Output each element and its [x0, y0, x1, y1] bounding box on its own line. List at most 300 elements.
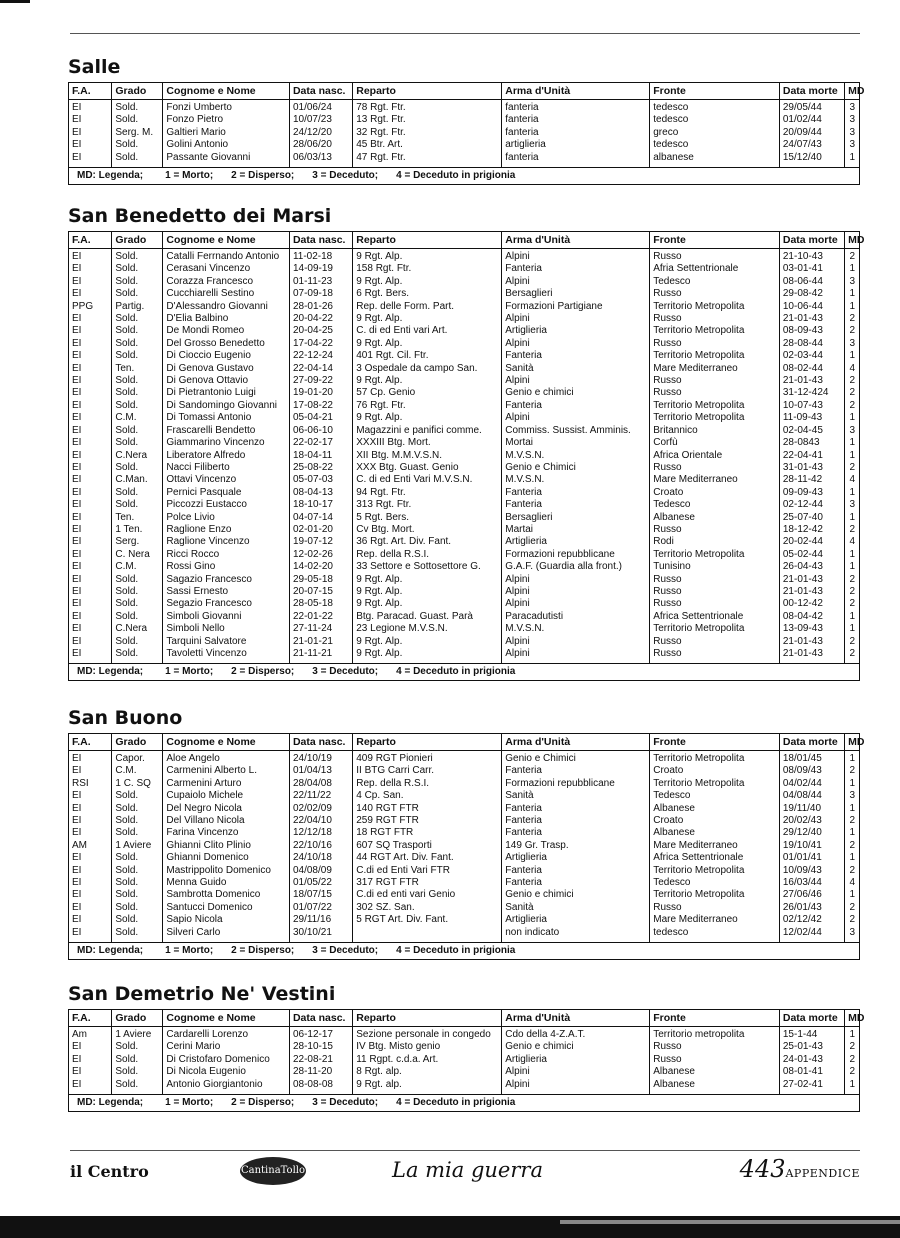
- cell-arma: M.V.S.N.: [502, 474, 650, 486]
- cell-arma: Alpini: [502, 636, 650, 648]
- cell-grado: Sold.: [112, 313, 163, 325]
- cell-md: 3: [849, 275, 855, 287]
- table-row: [69, 400, 859, 412]
- cell-nome: Polce Livio: [163, 512, 290, 524]
- cell-md: 1: [849, 777, 855, 789]
- cell-md: 1: [849, 623, 855, 635]
- table-box: [68, 1009, 865, 1112]
- cell-fa: EI: [69, 276, 112, 288]
- cell-arma: M.V.S.N.: [502, 623, 650, 635]
- footer-title: La mia guerra: [392, 1158, 543, 1182]
- cell-fronte: tedesco: [650, 114, 780, 126]
- cell-fronte: Tedesco: [650, 276, 780, 288]
- casualty-table: [69, 232, 865, 663]
- cell-fronte: Territorio Metropolita: [650, 301, 780, 313]
- cell-md: 3: [849, 102, 855, 113]
- cell-md: 3: [849, 139, 855, 151]
- cell-fa: EI: [69, 877, 112, 889]
- cell-reparto: 57 Cp. Genio: [353, 387, 502, 399]
- corner-mark: [0, 0, 30, 13]
- cell-data-morte: 08-09-43: [779, 325, 844, 337]
- cell-arma: G.A.F. (Guardia alla front.): [502, 561, 650, 573]
- cell-grado: Sold.: [112, 636, 163, 648]
- cell-reparto: 9 Rgt. Alp.: [353, 249, 502, 264]
- cell-nome: Di Sandomingo Giovanni: [163, 400, 290, 412]
- cell-arma: Alpini: [502, 586, 650, 598]
- cell-reparto: 9 Rgt. Alp.: [353, 412, 502, 424]
- table-row: [69, 611, 859, 623]
- cell-nome: Golini Antonio: [163, 139, 290, 151]
- cell-arma: Fanteria: [502, 499, 650, 511]
- table-row: [69, 437, 859, 449]
- column-header-arma: Arma d'Unità: [502, 83, 650, 100]
- column-header-fronte: Fronte: [650, 1010, 780, 1027]
- cell-fronte: Tunisino: [650, 561, 780, 573]
- cell-arma: Alpini: [502, 1066, 650, 1078]
- cell-data-morte: 03-01-41: [779, 263, 844, 275]
- cell-data-morte: 04/02/44: [779, 778, 844, 790]
- cell-arma: Genio e Chimici: [502, 462, 650, 474]
- cell-data-morte: 28-0843: [779, 437, 844, 449]
- cell-data-morte: 27/06/46: [779, 889, 844, 901]
- cell-grado: Sold.: [112, 350, 163, 362]
- cell-fa: EI: [69, 1066, 112, 1078]
- footer-rule: [70, 1150, 860, 1151]
- cell-data-morte: 08-06-44: [779, 276, 844, 288]
- column-header-nome: Cognome e Nome: [163, 734, 290, 751]
- cell-reparto: 9 Rgt. Alp.: [353, 338, 502, 350]
- table-row: [69, 375, 859, 387]
- cell-fronte: Corfù: [650, 437, 780, 449]
- cell-data-morte: 24-01-43: [779, 1054, 844, 1066]
- cell-reparto: 36 Rgt. Art. Div. Fant.: [353, 536, 502, 548]
- section-san-buono: [68, 707, 865, 960]
- column-header-fa: F.A.: [69, 83, 112, 100]
- cell-nome: Di Cristofaro Domenico: [163, 1054, 290, 1066]
- cell-data-morte: 31-01-43: [779, 462, 844, 474]
- cell-fa: EI: [69, 574, 112, 586]
- cell-arma: Artiglieria: [502, 1054, 650, 1066]
- cell-reparto: 313 Rgt. Ftr.: [353, 499, 502, 511]
- cell-data-nasc: 12-02-26: [289, 549, 352, 561]
- cell-fa: EI: [69, 914, 112, 926]
- cell-grado: Sold.: [112, 1054, 163, 1066]
- cell-fa: EI: [69, 902, 112, 914]
- cell-nome: Corazza Francesco: [163, 276, 290, 288]
- cell-reparto: Sezione personale in congedo: [353, 1027, 502, 1042]
- cell-reparto: 33 Settore e Sottosettore G.: [353, 561, 502, 573]
- cell-md: 1: [849, 288, 855, 300]
- table-row: [69, 815, 859, 827]
- cell-reparto: 23 Legione M.V.S.N.: [353, 623, 502, 635]
- cell-arma: Fanteria: [502, 827, 650, 839]
- cell-data-nasc: 20-04-22: [289, 313, 352, 325]
- cell-arma: Alpini: [502, 1079, 650, 1094]
- cell-reparto: 45 Btr. Art.: [353, 139, 502, 151]
- table-row: [69, 902, 859, 914]
- table-row: [69, 927, 859, 942]
- column-header-data-morte: Data morte: [779, 232, 844, 249]
- cell-grado: Sold.: [112, 790, 163, 802]
- cell-arma: Mortai: [502, 437, 650, 449]
- section-title: San Buono: [68, 707, 183, 729]
- table-row: [69, 574, 859, 586]
- cell-arma: Martai: [502, 524, 650, 536]
- table-row: [69, 536, 859, 548]
- cell-arma: Alpini: [502, 313, 650, 325]
- cell-grado: Sold.: [112, 1079, 163, 1094]
- cell-fa: EI: [69, 313, 112, 325]
- cell-fa: RSI: [69, 778, 112, 790]
- cell-data-morte: 27-02-41: [779, 1079, 844, 1094]
- column-header-reparto: Reparto: [353, 83, 502, 100]
- cell-grado: 1 Aviere: [112, 840, 163, 852]
- cell-data-morte: 02-12-44: [779, 499, 844, 511]
- table-row: [69, 363, 859, 375]
- cell-fronte: Russo: [650, 598, 780, 610]
- cell-fronte: Territorio Metropolita: [650, 751, 780, 766]
- cell-md: 1: [849, 437, 855, 449]
- cell-md: 3: [849, 790, 855, 802]
- column-header-data-morte: Data morte: [779, 1010, 844, 1027]
- cell-data-nasc: 17-04-22: [289, 338, 352, 350]
- cell-arma: fanteria: [502, 152, 650, 167]
- casualty-table: [69, 83, 865, 167]
- cell-md: 1: [849, 852, 855, 864]
- column-header-fronte: Fronte: [650, 232, 780, 249]
- cell-arma: 149 Gr. Trasp.: [502, 840, 650, 852]
- cell-md: 2: [849, 313, 855, 325]
- cell-fa: EI: [69, 865, 112, 877]
- cell-md: 1: [849, 151, 855, 163]
- cell-md: 2: [849, 598, 855, 610]
- cell-reparto: C.di ed enti vari Genio: [353, 889, 502, 901]
- cell-arma: Alpini: [502, 598, 650, 610]
- cell-data-nasc: 06-12-17: [289, 1027, 352, 1042]
- cell-md: 1: [849, 561, 855, 573]
- cell-fronte: Mare Mediterraneo: [650, 840, 780, 852]
- cell-fronte: Russo: [650, 313, 780, 325]
- cell-fronte: Russo: [650, 524, 780, 536]
- cell-fronte: Russo: [650, 375, 780, 387]
- cell-fronte: Russo: [650, 648, 780, 663]
- cell-fronte: Russo: [650, 636, 780, 648]
- cell-fa: EI: [69, 249, 112, 264]
- cell-md: 1: [849, 300, 855, 312]
- table-row: [69, 474, 859, 486]
- legend: [69, 942, 859, 959]
- cell-nome: Silveri Carlo: [163, 927, 290, 942]
- cell-fa: EI: [69, 598, 112, 610]
- cell-fronte: Croato: [650, 487, 780, 499]
- cell-fronte: Russo: [650, 338, 780, 350]
- cell-arma: Fanteria: [502, 815, 650, 827]
- cell-data-nasc: 24/12/20: [289, 127, 352, 139]
- table-row: [69, 152, 859, 167]
- cell-arma: Formazioni repubblicane: [502, 549, 650, 561]
- cell-md: 2: [849, 815, 855, 827]
- cell-fa: EI: [69, 152, 112, 167]
- cell-grado: Sold.: [112, 877, 163, 889]
- cell-md: 2: [849, 1041, 855, 1053]
- cell-reparto: 140 RGT FTR: [353, 803, 502, 815]
- cell-arma: fanteria: [502, 100, 650, 115]
- cell-fa: EI: [69, 350, 112, 362]
- cell-reparto: [353, 927, 502, 942]
- cell-grado: Sold.: [112, 927, 163, 942]
- cell-arma: Fanteria: [502, 803, 650, 815]
- cell-data-nasc: 21-01-21: [289, 636, 352, 648]
- cell-data-nasc: 29/11/16: [289, 914, 352, 926]
- cell-grado: Sold.: [112, 325, 163, 337]
- cell-nome: Fonzi Umberto: [163, 100, 290, 115]
- cell-reparto: 607 SQ Trasporti: [353, 840, 502, 852]
- cell-arma: Fanteria: [502, 865, 650, 877]
- cell-fronte: Rodi: [650, 536, 780, 548]
- cell-md: 3: [849, 114, 855, 126]
- table-row: [69, 350, 859, 362]
- cell-nome: Carmenini Arturo: [163, 778, 290, 790]
- cell-data-nasc: 22/10/16: [289, 840, 352, 852]
- header-row: [69, 83, 859, 100]
- cell-grado: Sold.: [112, 139, 163, 151]
- cell-reparto: 6 Rgt. Bers.: [353, 288, 502, 300]
- cell-fa: EI: [69, 623, 112, 635]
- table-row: [69, 648, 859, 663]
- cell-reparto: 94 Rgt. Ftr.: [353, 487, 502, 499]
- cell-data-nasc: 04/08/09: [289, 865, 352, 877]
- cell-data-morte: 21-01-43: [779, 636, 844, 648]
- cell-grado: Ten.: [112, 363, 163, 375]
- cell-data-morte: 20/02/43: [779, 815, 844, 827]
- cell-nome: Di Pietrantonio Luigi: [163, 387, 290, 399]
- cell-fronte: Mare Mediterraneo: [650, 363, 780, 375]
- column-header-data-nasc: Data nasc.: [289, 734, 352, 751]
- legend-item: 1 = Morto;: [165, 666, 214, 678]
- legend: [69, 167, 859, 184]
- column-header-arma: Arma d'Unità: [502, 734, 650, 751]
- table-row: [69, 636, 859, 648]
- cell-arma: Genio e chimici: [502, 1041, 650, 1053]
- cell-data-morte: 25-01-43: [779, 1041, 844, 1053]
- cell-data-nasc: 28-10-15: [289, 1041, 352, 1053]
- cell-grado: C.Nera: [112, 623, 163, 635]
- legend-item: 3 = Deceduto;: [312, 1097, 379, 1109]
- cell-data-morte: 29-08-42: [779, 288, 844, 300]
- cell-nome: Del Grosso Benedetto: [163, 338, 290, 350]
- cell-fronte: Russo: [650, 387, 780, 399]
- cell-reparto: 76 Rgt. Ftr.: [353, 400, 502, 412]
- header-row: [69, 734, 859, 751]
- cell-fronte: Albanese: [650, 1079, 780, 1094]
- cell-arma: artiglieria: [502, 139, 650, 151]
- cell-nome: Carmenini Alberto L.: [163, 765, 290, 777]
- cell-reparto: II BTG Carri Carr.: [353, 765, 502, 777]
- cell-fa: EI: [69, 803, 112, 815]
- cell-fa: EI: [69, 549, 112, 561]
- cell-grado: Sold.: [112, 338, 163, 350]
- section-title: San Demetrio Ne' Vestini: [68, 983, 336, 1005]
- cell-fronte: tedesco: [650, 927, 780, 942]
- cell-nome: Sambrotta Domenico: [163, 889, 290, 901]
- cell-arma: Alpini: [502, 338, 650, 350]
- table-row: [69, 499, 859, 511]
- cell-data-nasc: 19-07-12: [289, 536, 352, 548]
- column-header-arma: Arma d'Unità: [502, 232, 650, 249]
- cell-data-nasc: 08-08-08: [289, 1079, 352, 1094]
- cell-data-nasc: 22-04-14: [289, 363, 352, 375]
- cell-md: 4: [849, 877, 855, 889]
- cell-reparto: 259 RGT FTR: [353, 815, 502, 827]
- cell-reparto: 9 Rgt. alp.: [353, 1079, 502, 1094]
- cell-fa: EI: [69, 139, 112, 151]
- cell-data-morte: 15-1-44: [779, 1027, 844, 1042]
- table-row: [69, 765, 859, 777]
- column-header-nome: Cognome e Nome: [163, 1010, 290, 1027]
- table-row: [69, 586, 859, 598]
- cell-nome: Di Genova Ottavio: [163, 375, 290, 387]
- cell-fronte: Territorio Metropolita: [650, 350, 780, 362]
- cell-data-morte: 12/02/44: [779, 927, 844, 942]
- cell-fa: EI: [69, 889, 112, 901]
- cell-data-morte: 31-12-424: [779, 387, 844, 399]
- casualty-table: [69, 1010, 865, 1094]
- cell-md: 1: [849, 548, 855, 560]
- cell-arma: non indicato: [502, 927, 650, 942]
- cell-fa: EI: [69, 512, 112, 524]
- cell-data-nasc: 27-09-22: [289, 375, 352, 387]
- table-row: [69, 561, 859, 573]
- cell-reparto: 11 Rgpt. c.d.a. Art.: [353, 1054, 502, 1066]
- cell-fronte: Albanese: [650, 512, 780, 524]
- cell-fa: EI: [69, 561, 112, 573]
- cell-data-morte: 09-09-43: [779, 487, 844, 499]
- cell-md: 2: [849, 839, 855, 851]
- cell-grado: Serg. M.: [112, 127, 163, 139]
- cell-data-nasc: 01/04/13: [289, 765, 352, 777]
- cell-data-morte: 05-02-44: [779, 549, 844, 561]
- cell-data-morte: 01/01/41: [779, 852, 844, 864]
- cell-md: 2: [849, 375, 855, 387]
- cell-nome: Ghianni Clito Plinio: [163, 840, 290, 852]
- cell-data-nasc: 17-08-22: [289, 400, 352, 412]
- cell-nome: Giammarino Vincenzo: [163, 437, 290, 449]
- cell-data-nasc: 01/05/22: [289, 877, 352, 889]
- table-row: [69, 623, 859, 635]
- cell-arma: Cdo della 4-Z.A.T.: [502, 1027, 650, 1042]
- cell-md: 4: [849, 536, 855, 548]
- cell-data-nasc: 10/07/23: [289, 114, 352, 126]
- cell-grado: Sold.: [112, 1041, 163, 1053]
- cell-data-morte: 21-01-43: [779, 648, 844, 663]
- cell-md: 1: [849, 350, 855, 362]
- cell-md: 1: [849, 889, 855, 901]
- table-box: [68, 733, 865, 960]
- cell-grado: Sold.: [112, 611, 163, 623]
- column-header-data-nasc: Data nasc.: [289, 232, 352, 249]
- cell-fa: EI: [69, 852, 112, 864]
- cell-arma: Genio e chimici: [502, 387, 650, 399]
- cell-arma: Artiglieria: [502, 325, 650, 337]
- cell-data-morte: 28-08-44: [779, 338, 844, 350]
- table-row: [69, 778, 859, 790]
- column-header-md: MD: [845, 1010, 859, 1027]
- cell-data-morte: 21-01-43: [779, 574, 844, 586]
- legend-title: MD: Legenda;: [77, 170, 144, 182]
- cell-reparto: XXX Btg. Guast. Genio: [353, 462, 502, 474]
- cell-grado: Sold.: [112, 574, 163, 586]
- cell-data-morte: 10-06-44: [779, 301, 844, 313]
- cell-data-nasc: 14-02-20: [289, 561, 352, 573]
- cell-fronte: Africa Settentrionale: [650, 852, 780, 864]
- column-header-data-nasc: Data nasc.: [289, 83, 352, 100]
- cell-fa: EI: [69, 1079, 112, 1094]
- cell-grado: Serg.: [112, 536, 163, 548]
- cell-fa: EI: [69, 611, 112, 623]
- cell-data-morte: 13-09-43: [779, 623, 844, 635]
- cell-arma: Alpini: [502, 375, 650, 387]
- cell-data-nasc: 18/07/15: [289, 889, 352, 901]
- cell-arma: Artiglieria: [502, 852, 650, 864]
- cell-nome: Del Negro Nicola: [163, 803, 290, 815]
- cell-data-morte: 21-10-43: [779, 249, 844, 264]
- cell-reparto: 4 Cp. San.: [353, 790, 502, 802]
- cell-fa: EI: [69, 100, 112, 115]
- cell-fa: EI: [69, 114, 112, 126]
- cell-arma: Commiss. Sussist. Amminis.: [502, 425, 650, 437]
- cell-grado: Sold.: [112, 815, 163, 827]
- cell-arma: Sanità: [502, 902, 650, 914]
- table-row: [69, 114, 859, 126]
- cell-data-nasc: 01/07/22: [289, 902, 352, 914]
- cell-reparto: IV Btg. Misto genio: [353, 1041, 502, 1053]
- cell-md: 2: [849, 585, 855, 597]
- cell-fa: EI: [69, 1041, 112, 1053]
- cell-arma: Bersaglieri: [502, 288, 650, 300]
- cell-fa: EI: [69, 499, 112, 511]
- cell-grado: Sold.: [112, 889, 163, 901]
- cell-reparto: 401 Rgt. Cil. Ftr.: [353, 350, 502, 362]
- cell-md: 2: [849, 573, 855, 585]
- cell-arma: fanteria: [502, 114, 650, 126]
- cell-grado: Sold.: [112, 487, 163, 499]
- cell-nome: Ghianni Domenico: [163, 852, 290, 864]
- cell-nome: Sassi Ernesto: [163, 586, 290, 598]
- cell-reparto: 3 Ospedale da campo San.: [353, 363, 502, 375]
- cell-md: 1: [849, 610, 855, 622]
- cell-nome: Di Nicola Eugenio: [163, 1066, 290, 1078]
- cell-fa: EI: [69, 927, 112, 942]
- cell-nome: Farina Vincenzo: [163, 827, 290, 839]
- cell-md: 2: [849, 864, 855, 876]
- cell-nome: Cupaiolo Michele: [163, 790, 290, 802]
- cell-reparto: Magazzini e panifici comme.: [353, 425, 502, 437]
- cell-data-morte: 19/11/40: [779, 803, 844, 815]
- legend-item: 4 = Deceduto in prigionia: [396, 666, 516, 678]
- cell-grado: Sold.: [112, 586, 163, 598]
- cell-nome: D'Alessandro Giovanni: [163, 301, 290, 313]
- cell-md: 4: [849, 362, 855, 374]
- cell-fronte: Albanese: [650, 827, 780, 839]
- column-header-md: MD: [845, 83, 859, 100]
- cell-fronte: Africa Orientale: [650, 450, 780, 462]
- legend-item: 1 = Morto;: [165, 1097, 214, 1109]
- cell-data-morte: 16/03/44: [779, 877, 844, 889]
- cell-nome: Antonio Giorgiantonio: [163, 1079, 290, 1094]
- legend-item: 4 = Deceduto in prigionia: [396, 170, 516, 182]
- cell-fronte: Russo: [650, 574, 780, 586]
- cell-nome: Galtieri Mario: [163, 127, 290, 139]
